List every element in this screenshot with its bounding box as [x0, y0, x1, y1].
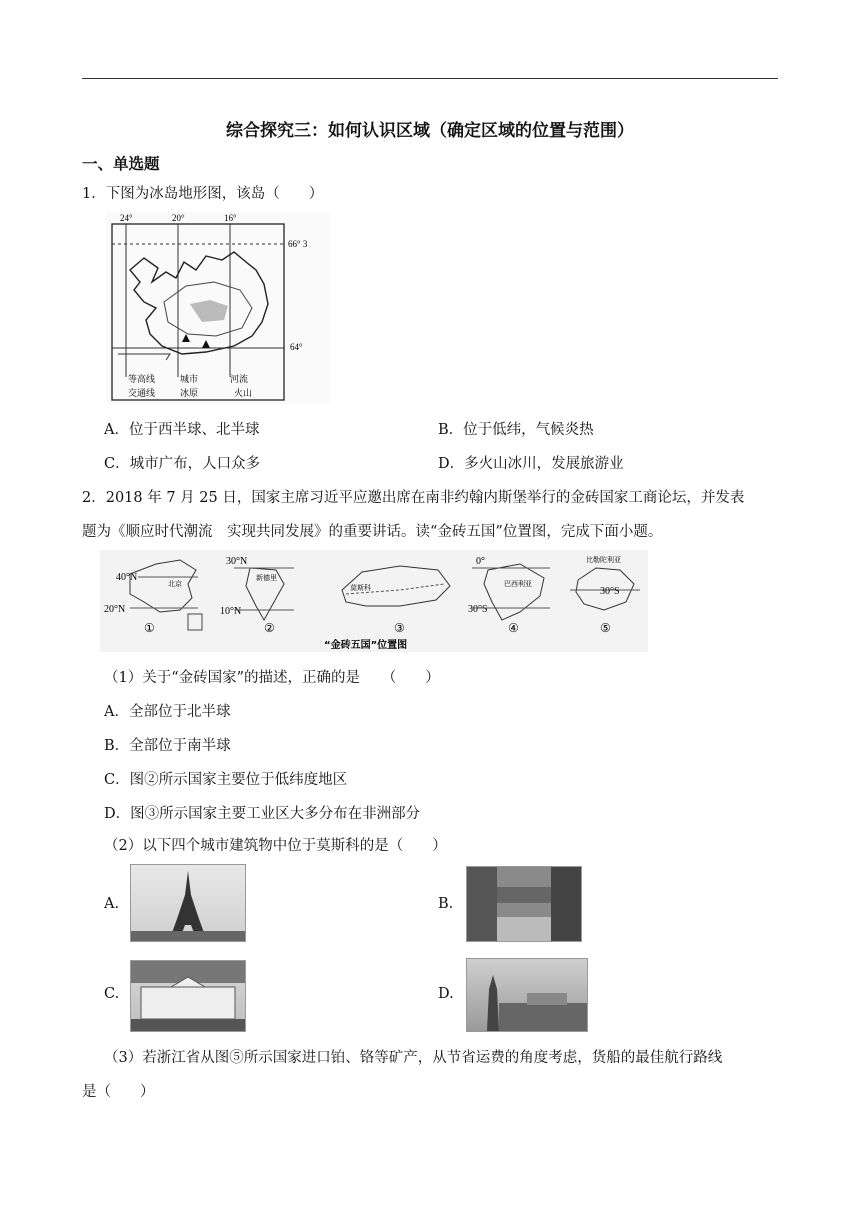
kremlin-tower-icon: [467, 959, 587, 1031]
q1-option-d[interactable]: D．多火山冰川，发展旅游业: [438, 456, 624, 472]
q1-option-c[interactable]: C．城市广布，人口众多: [104, 456, 261, 472]
p2-lat-10: 10°N: [220, 606, 242, 617]
q2-sub1-option-c[interactable]: C．图②所示国家主要位于低纬度地区: [104, 772, 348, 788]
legend-city: 城市: [180, 375, 199, 385]
q1-stem: 1．下图为冰岛地形图，该岛（ ）: [82, 186, 324, 202]
q2-stem-line1: 2．2018 年 7 月 25 日，国家主席习近平应邀出席在南非约翰内斯堡举行的金砖国家工商论坛，并发表: [82, 490, 745, 506]
p2-lat-30: 30°N: [226, 556, 248, 567]
p4-lat-30s: 30°S: [468, 604, 488, 615]
p4-num: ④: [508, 621, 519, 635]
p2-city: 新德里: [256, 574, 277, 582]
p5-city: 比勒陀利亚: [586, 556, 621, 564]
p5-num: ⑤: [600, 621, 611, 635]
p2-num: ②: [264, 621, 275, 635]
q2-sub1-option-a[interactable]: A．全部位于北半球: [104, 704, 231, 720]
lon-label-20: 20°: [172, 213, 185, 223]
figure-caption: “金砖五国”位置图: [324, 640, 408, 651]
lon-label-24: 24°: [120, 213, 133, 223]
bridge-icon: [467, 867, 581, 941]
q2-sub3-stem-line2: 是（ ）: [82, 1084, 155, 1100]
q1-option-b[interactable]: B．位于低纬，气候炎热: [438, 422, 594, 438]
legend-icefield: 冰原: [180, 389, 199, 399]
q2-sub2-option-a-label[interactable]: A.: [104, 896, 120, 912]
lon-label-16: 16°: [224, 213, 237, 223]
p3-city: 莫斯科: [350, 584, 371, 592]
header-rule: [82, 78, 778, 79]
eiffel-tower-icon: [131, 865, 245, 941]
page-title: 综合探究三：如何认识区域（确定区域的位置与范围）: [226, 121, 634, 141]
q2-sub2-option-d-label[interactable]: D.: [438, 986, 454, 1002]
legend-river: 河流: [230, 375, 249, 385]
p1-lat-20: 20°N: [104, 604, 126, 615]
iceland-map: [106, 212, 330, 404]
q2-sub2-stem: （2）以下四个城市建筑物中位于莫斯科的是（ ）: [104, 838, 447, 854]
p1-num: ①: [144, 621, 155, 635]
photo-white-house[interactable]: [130, 960, 246, 1032]
p4-lat-0: 0°: [476, 556, 485, 567]
photo-eiffel-tower[interactable]: [130, 864, 246, 942]
q2-stem-line2: 题为《顺应时代潮流 实现共同发展》的重要讲话。读“金砖五国”位置图，完成下面小题。: [82, 524, 663, 540]
p5-lat-30s: 30°S: [600, 586, 620, 597]
photo-venice-bridge[interactable]: [466, 866, 582, 942]
lat-label-66: 66° 3: [288, 239, 308, 249]
section-heading: 一、单选题: [82, 155, 160, 173]
q2-sub1-option-d[interactable]: D．图③所示国家主要工业区大多分布在非洲部分: [104, 806, 421, 822]
p3-num: ③: [394, 621, 405, 635]
lat-label-64: 64°: [290, 342, 303, 352]
white-house-icon: [131, 961, 245, 1031]
p1-lat-40: 40°N: [116, 572, 138, 583]
q2-sub3-stem-line1: （3）若浙江省从图⑤所示国家进口铂、铬等矿产，从节省运费的角度考虑，货船的最佳航行路线: [104, 1050, 723, 1066]
q1-option-a[interactable]: A．位于西半球、北半球: [104, 422, 260, 438]
q2-sub1-stem: （1）关于“金砖国家”的描述，正确的是 （ ）: [104, 670, 440, 686]
legend-volcano: 火山: [234, 389, 253, 399]
q2-sub1-option-b[interactable]: B．全部位于南半球: [104, 738, 231, 754]
brics-figure-graphic: [100, 550, 648, 652]
photo-kremlin[interactable]: [466, 958, 588, 1032]
legend-contour: 等高线: [128, 375, 156, 385]
p1-city: 北京: [168, 580, 182, 588]
legend-traffic: 交通线: [128, 389, 156, 399]
q2-sub2-option-c-label[interactable]: C.: [104, 986, 120, 1002]
brics-figure: [100, 550, 648, 652]
p4-city: 巴西利亚: [504, 580, 532, 588]
q2-sub2-option-b-label[interactable]: B.: [438, 896, 454, 912]
iceland-map-graphic: [106, 212, 330, 404]
